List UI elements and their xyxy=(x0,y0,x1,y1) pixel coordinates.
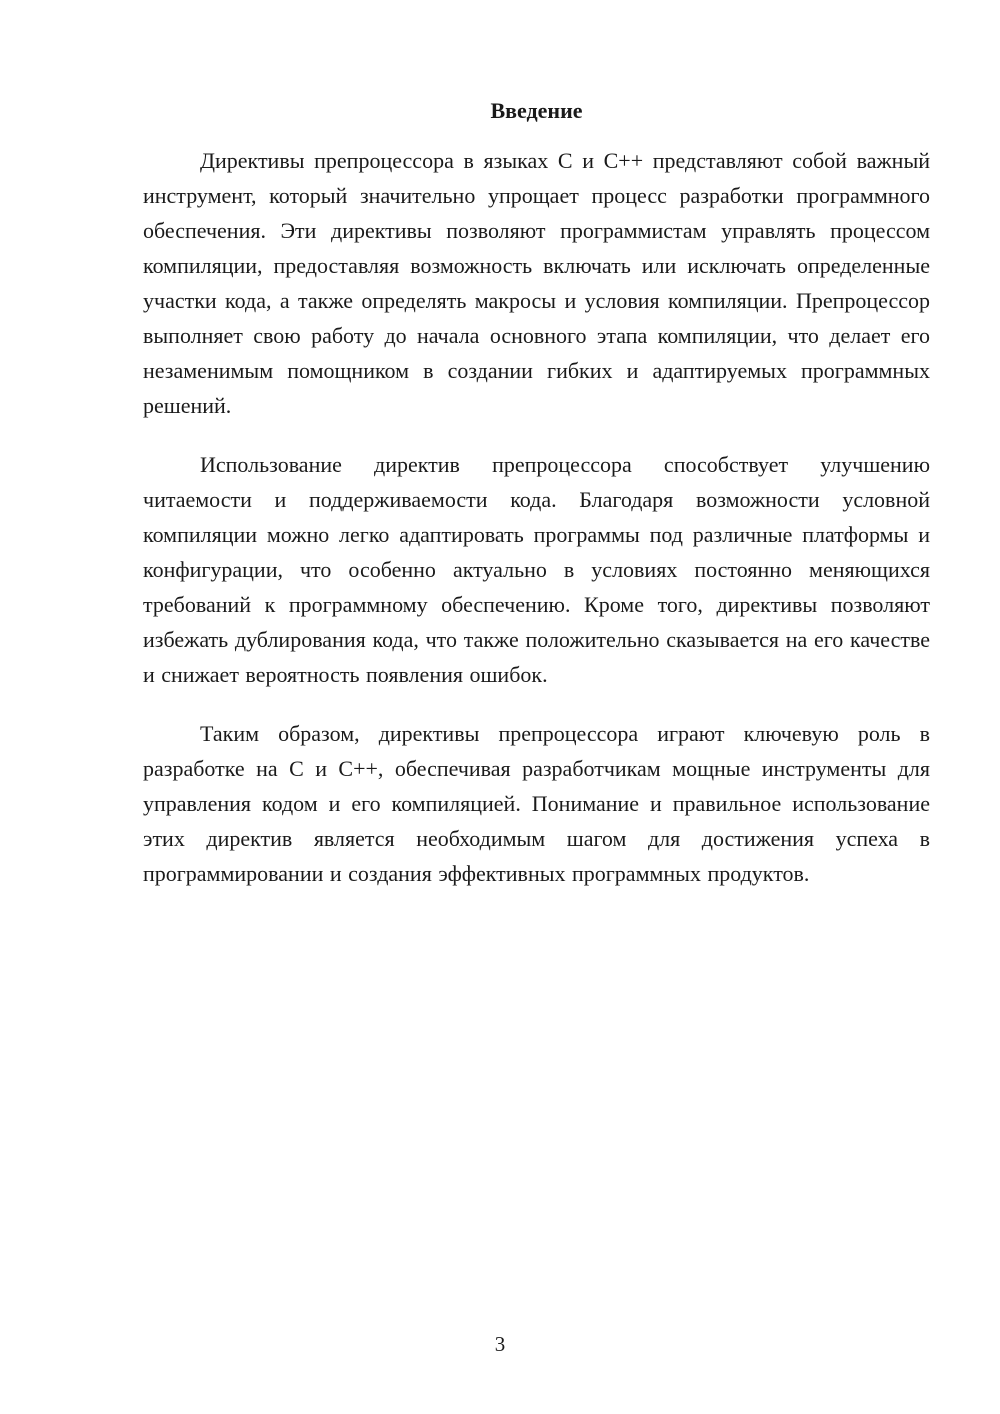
page-number: 3 xyxy=(494,1332,506,1356)
text-block xyxy=(143,93,930,915)
paragraph-3: Таким образом, директивы препроцессора играют ключевую роль в разработке на C и C++, обеспечивая разработчикам мощные инструменты для управления кодом и его компиляцией. Понимание и правильное использование этих директив является необходимым шагом для достижения успеха в программировании и создания эффективных программных продуктов. xyxy=(143,721,930,886)
paragraph-2: Использование директив препроцессора способствует улучшению читаемости и поддерживаемости кода. Благодаря возможности условной компиляции можно легко адаптировать программы под различные платформы и конфигурации, что особенно актуально в условиях постоянно меняющихся требований к программному обеспечению. Кроме того, директивы позволяют избежать дублирования кода, что также положительно сказывается на его качестве и снижает вероятность появления ошибок. xyxy=(143,452,930,687)
paragraph-1: Директивы препроцессора в языках C и C++ представляют собой важный инструмент, который значительно упрощает процесс разработки программного обеспечения. Эти директивы позволяют программистам управлять процессом компиляции, предоставляя возможность включать или исключать определенные участки кода, а также определять макросы и условия компиляции. Препроцессор выполняет свою работу до начала основного этапа компиляции, что делает его незаменимым помощником в создании гибких и адаптируемых программных решений. xyxy=(143,148,930,418)
section-title: Введение xyxy=(490,98,583,123)
